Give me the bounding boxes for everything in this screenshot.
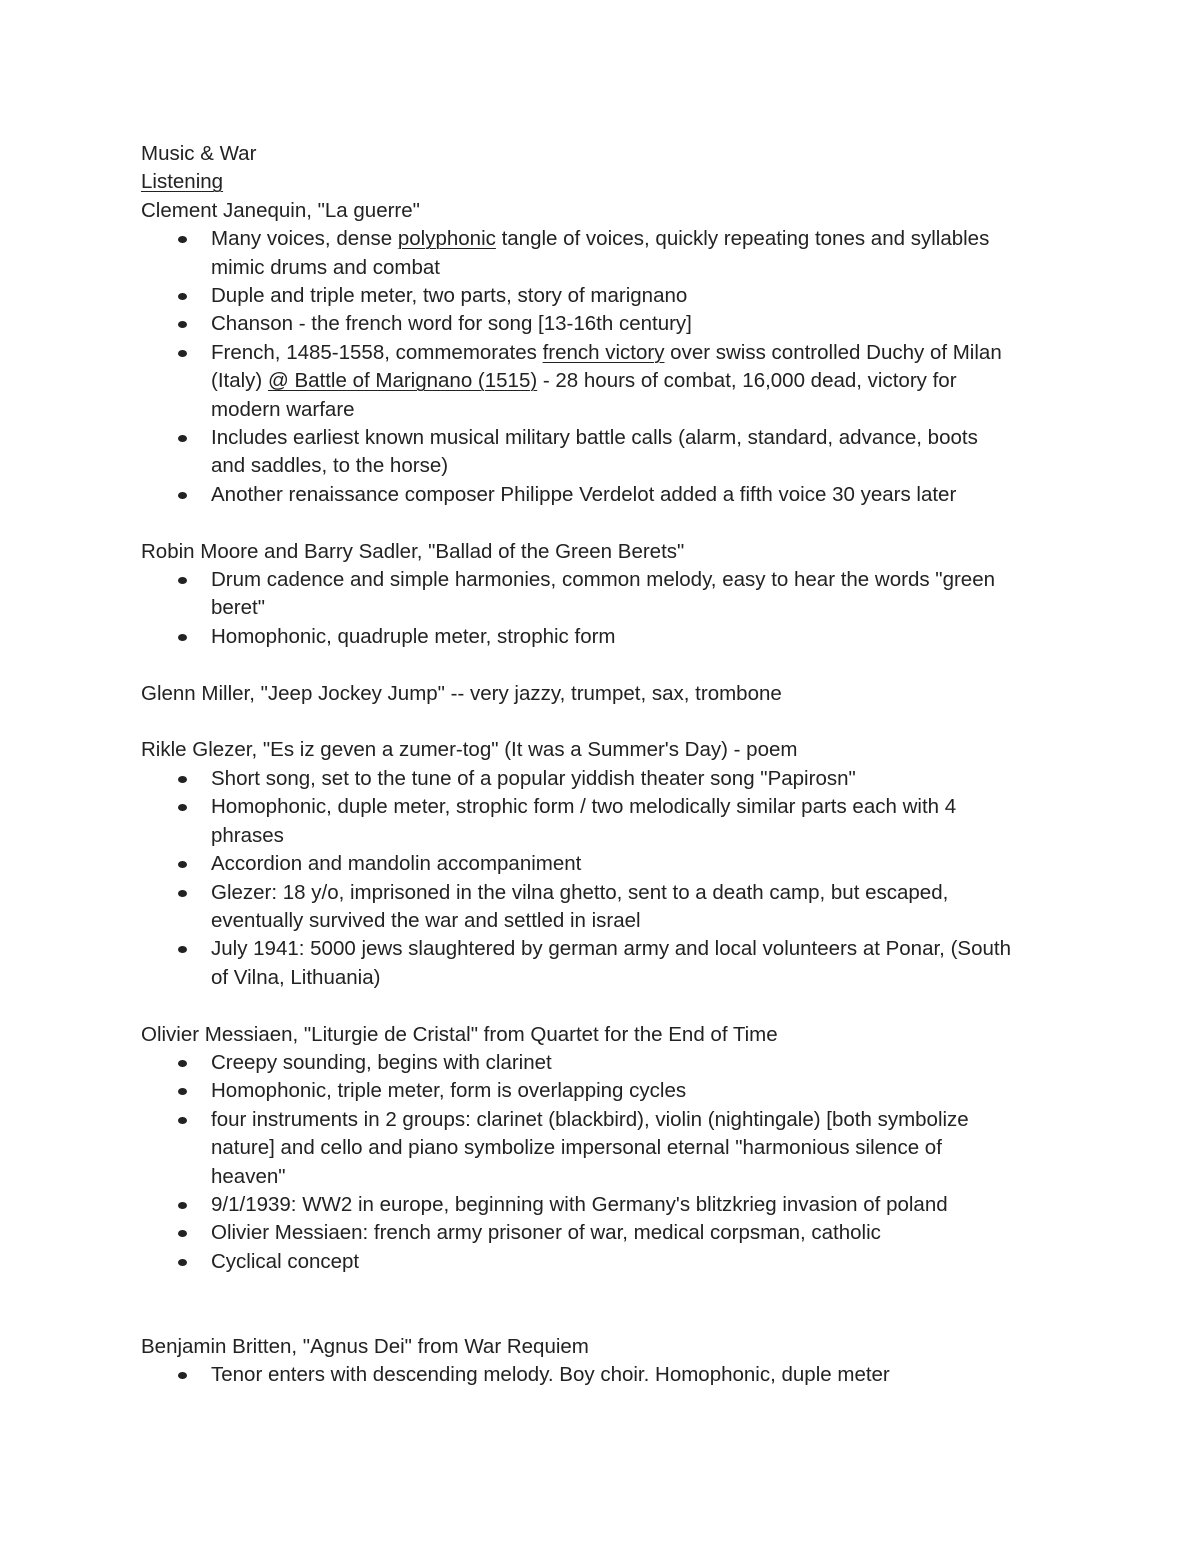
list-item: Drum cadence and simple harmonies, common melody, easy to hear the words "green beret" (141, 566, 1071, 623)
bullet-icon (178, 435, 187, 442)
bullet-icon (178, 577, 187, 584)
list-item: July 1941: 5000 jews slaughtered by german army and local volunteers at Ponar, (South of Vilna, Lithuania) (141, 935, 1071, 992)
section-heading: Rikle Glezer, "Es iz geven a zumer-tog" (It was a Summer's Day) - poem (141, 738, 798, 762)
list-item: Many voices, dense polyphonic tangle of voices, quickly repeating tones and syllables mimic drums and combat (141, 225, 1071, 282)
bullet-icon (178, 776, 187, 783)
bullet-icon (178, 1088, 187, 1095)
list-item: Creepy sounding, begins with clarinet (141, 1049, 1071, 1077)
section-heading: Benjamin Britten, "Agnus Dei" from War Requiem (141, 1334, 589, 1358)
bullet-icon (178, 1372, 187, 1379)
bullet-icon (178, 492, 187, 499)
section-heading: Clement Janequin, "La guerre" (141, 198, 420, 222)
bullet-icon (178, 1117, 187, 1124)
bullet-icon (178, 321, 187, 328)
list-item: Accordion and mandolin accompaniment (141, 850, 1071, 878)
list-item: Glezer: 18 y/o, imprisoned in the vilna ghetto, sent to a death camp, but escaped, eventually survived the war and settled in israel (141, 879, 1071, 936)
list-item: Homophonic, duple meter, strophic form / two melodically similar parts each with 4 phrases (141, 793, 1071, 850)
bullet-icon (178, 236, 187, 243)
list-item: Homophonic, quadruple meter, strophic form (141, 623, 1071, 651)
section-janequin (141, 197, 1071, 509)
bullet-icon (178, 804, 187, 811)
list-item: Olivier Messiaen: french army prisoner of war, medical corpsman, catholic (141, 1219, 1071, 1247)
bullet-list (141, 1049, 1071, 1276)
doc-subtitle: Listening (141, 170, 224, 194)
section-messiaen (141, 1021, 1071, 1277)
section-heading: Olivier Messiaen, "Liturgie de Cristal" from Quartet for the End of Time (141, 1022, 778, 1046)
list-item: French, 1485-1558, commemorates french victory over swiss controlled Duchy of Milan (Italy) @ Battle of Marignano (1515) - 28 hours of combat, 16,000 dead, victory for modern warfare (141, 339, 1071, 424)
bullet-icon (178, 1259, 187, 1266)
bullet-icon (178, 1230, 187, 1237)
document-page (141, 140, 1071, 1390)
bullet-icon (178, 861, 187, 868)
bullet-icon (178, 1202, 187, 1209)
bullet-icon (178, 890, 187, 897)
list-item: Chanson - the french word for song [13-16th century] (141, 310, 1071, 338)
bullet-icon (178, 1060, 187, 1067)
bullet-icon (178, 350, 187, 357)
section-britten (141, 1333, 1071, 1390)
list-item: Homophonic, triple meter, form is overlapping cycles (141, 1077, 1071, 1105)
list-item: Tenor enters with descending melody. Boy choir. Homophonic, duple meter (141, 1361, 1071, 1389)
list-item: Duple and triple meter, two parts, story of marignano (141, 282, 1071, 310)
bullet-icon (178, 634, 187, 641)
doc-title: Music & War (141, 142, 257, 165)
list-item: Cyclical concept (141, 1248, 1071, 1276)
list-item: Another renaissance composer Philippe Verdelot added a fifth voice 30 years later (141, 481, 1071, 509)
section-heading: Robin Moore and Barry Sadler, "Ballad of the Green Berets" (141, 539, 685, 563)
bullet-list (141, 566, 1071, 651)
section-glezer (141, 736, 1071, 992)
section-green-berets (141, 538, 1071, 652)
list-item: Short song, set to the tune of a popular yiddish theater song "Papirosn" (141, 765, 1071, 793)
section-glenn-miller (141, 680, 1071, 708)
bullet-icon (178, 946, 187, 953)
list-item: 9/1/1939: WW2 in europe, beginning with Germany's blitzkrieg invasion of poland (141, 1191, 1071, 1219)
list-item: four instruments in 2 groups: clarinet (blackbird), violin (nightingale) [both symbolize nature] and cello and piano symbolize impersonal eternal "harmonious silence of heaven" (141, 1106, 1071, 1191)
bullet-list (141, 765, 1071, 992)
list-item: Includes earliest known musical military battle calls (alarm, standard, advance, boots and saddles, to the horse) (141, 424, 1071, 481)
bullet-list (141, 1361, 1071, 1389)
section-heading: Glenn Miller, "Jeep Jockey Jump" -- very jazzy, trumpet, sax, trombone (141, 681, 782, 705)
bullet-list (141, 225, 1071, 509)
bullet-icon (178, 293, 187, 300)
